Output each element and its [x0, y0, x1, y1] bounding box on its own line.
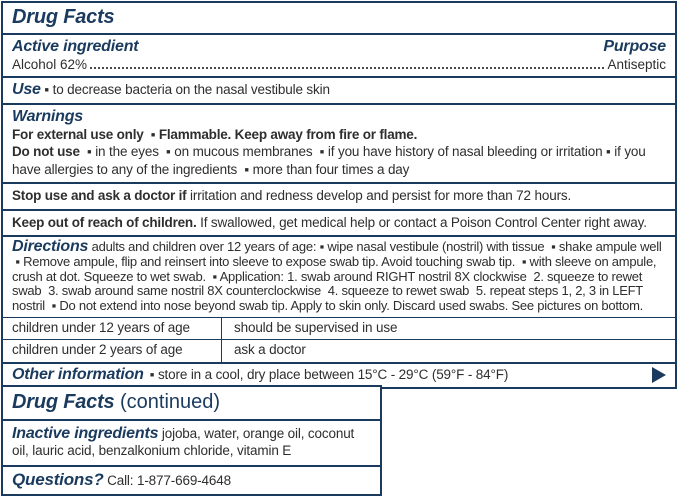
- drug-facts-panel: [1, 1, 677, 389]
- use-text: ▪ to decrease bacteria on the nasal vestibule skin: [44, 82, 330, 97]
- continued-title-bold: Drug Facts: [12, 391, 115, 413]
- questions-section: [3, 465, 380, 494]
- purpose-value: Antiseptic: [607, 57, 666, 72]
- keep-out-label: Keep out of reach of children.: [12, 214, 197, 230]
- table-row: [3, 318, 675, 340]
- stop-use-text: irritation and redness develop and persist for more than 72 hours.: [186, 188, 572, 203]
- stop-use-section: [3, 182, 675, 209]
- use-section: [3, 76, 675, 103]
- warnings-heading: Warnings: [12, 107, 84, 125]
- keep-out-of-reach-section: [3, 209, 675, 236]
- drug-facts-title: Drug Facts: [12, 6, 115, 28]
- warnings-section: [3, 103, 675, 183]
- age-table: [3, 317, 675, 362]
- other-information-text: ▪ store in a cool, dry place between 15°C - 29°C (59°F - 84°F): [149, 367, 509, 383]
- other-information-heading: Other information: [12, 365, 144, 383]
- age-cell: children under 2 years of age: [3, 340, 222, 362]
- stop-use-label: Stop use and ask a doctor if: [12, 188, 187, 203]
- drug-facts-continued-panel: [1, 385, 382, 496]
- table-row: [3, 339, 675, 362]
- instruction-cell: ask a doctor: [234, 342, 306, 358]
- inactive-ingredients-section: [3, 419, 380, 465]
- use-heading: Use: [12, 81, 41, 98]
- questions-phone: Call: 1-877-669-4648: [103, 473, 231, 488]
- active-ingredient-heading: Active ingredient: [12, 38, 139, 55]
- instruction-cell: should be supervised in use: [234, 319, 398, 335]
- do-not-use-warning: [12, 143, 666, 178]
- questions-heading: Questions?: [12, 470, 104, 489]
- other-information-section: [3, 362, 675, 387]
- external-use-warning: For external use only ▪ Flammable. Keep away from fire or flame.: [12, 126, 418, 142]
- purpose-heading: Purpose: [603, 38, 666, 55]
- active-ingredient-name: Alcohol 62%: [12, 57, 88, 72]
- keep-out-text: If swallowed, get medical help or contact a Poison Control Center right away.: [196, 214, 647, 230]
- inactive-ingredients-text: jojoba, water, orange oil, coconut oil, lauric acid, benzalkonium chloride, vitamin E: [12, 426, 355, 458]
- directions-heading: Directions: [12, 238, 89, 255]
- inactive-ingredients-heading: Inactive ingredients: [12, 425, 159, 442]
- do-not-use-items: ▪ in the eyes ▪ on mucous membranes ▪ if you have history of nasal bleeding or irritation ▪ if you have allergies to any of the ingredients ▪ more than four times a day: [12, 144, 646, 177]
- continued-title-rest: (continued): [114, 391, 221, 413]
- age-cell: children under 12 years of age: [3, 318, 222, 340]
- active-ingredient-section: [3, 33, 675, 76]
- directions-section: [3, 235, 675, 362]
- leader-dots: [90, 58, 604, 69]
- continued-title: [3, 387, 380, 419]
- directions-text: adults and children over 12 years of age: ▪ wipe nasal vestibule (nostril) with tissue ▪ shake ampule well ▪ Remove ampule, flip and reinsert into sleeve to expose swab tip. Avoid touching swab tip. ▪ with sleeve on ampule, crush at dot. Squeeze to wet swab. ▪ Application: 1. swab around RIGHT nostril 8X clockwise 2. squeeze to rewet swab 3. swab around same nostril 8X counterclockwise 4. squeeze to rewet swab 5. repeat steps 1, 2, 3 in LEFT nostril ▪ Do not extend into nose beyond swab tip. Apply to skin only. Discard used swabs. See pictures on bottom.: [12, 239, 662, 314]
- arrow-right-icon: [652, 367, 666, 383]
- do-not-use-label: Do not use: [12, 144, 80, 159]
